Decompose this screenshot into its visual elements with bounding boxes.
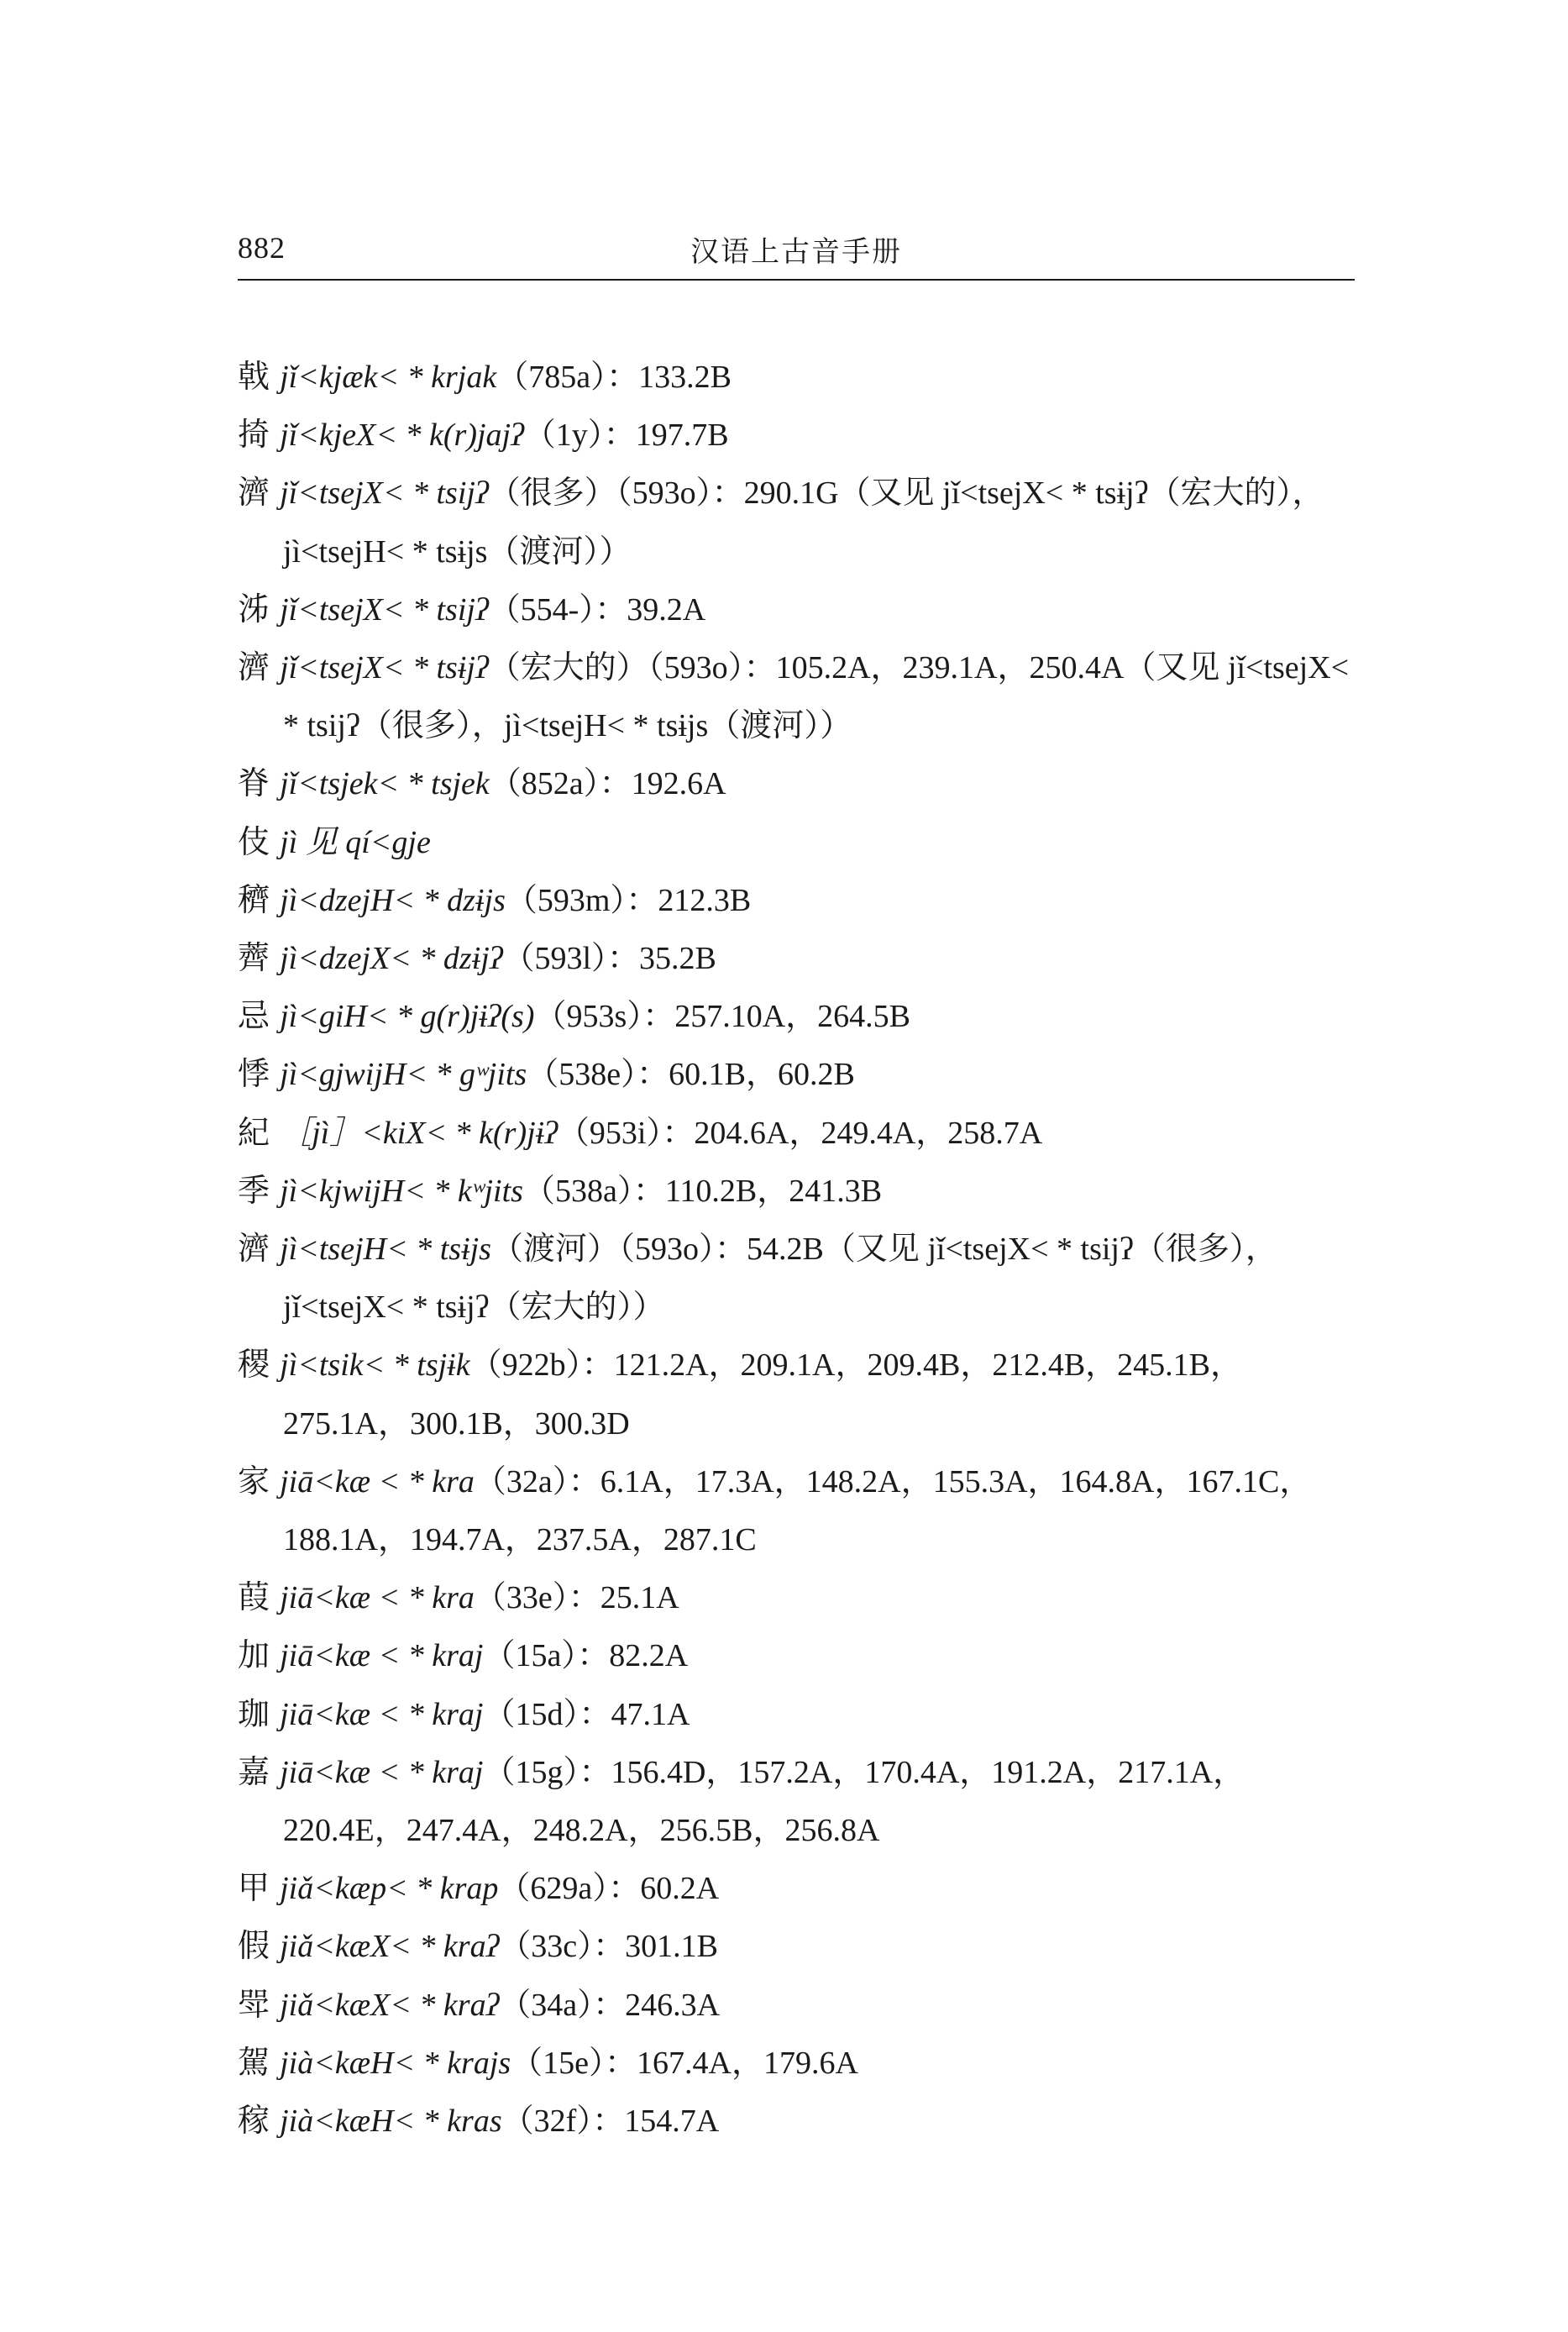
- list-item: [238, 1976, 1359, 2034]
- entry-reading: jiǎ<kæX< * kraʔ: [280, 1987, 500, 2023]
- entry-reading: jǐ<kjeX< * k(r)jajʔ: [280, 418, 524, 454]
- entry-character: 甲: [238, 1869, 270, 1907]
- entry-character: 加: [238, 1636, 270, 1674]
- entry-reading: jì<kjwijH< * kʷjits: [280, 1173, 523, 1209]
- entry-reading: jǐ<kjæk< * krjak: [280, 360, 497, 395]
- entry-reading: jì<dzejH< * dzɨjs: [280, 882, 506, 918]
- entry-character: 悸: [238, 1055, 270, 1093]
- list-item: [238, 1452, 1359, 1568]
- entry-character: 戟: [238, 358, 270, 395]
- entry-reference: （15d）：47.1A: [483, 1696, 690, 1732]
- entry-reading: jiā<kæ < * kraj: [280, 1638, 484, 1674]
- entry-character: 掎: [238, 416, 270, 454]
- entry-character: 脊: [238, 764, 270, 802]
- entry-reading: jǐ<tsejX< * tsɨjʔ: [280, 650, 489, 686]
- entry-character: 薺: [238, 939, 270, 977]
- list-item: [238, 1220, 1359, 1336]
- entry-reference: （33e）：25.1A: [474, 1580, 679, 1616]
- entry-reading: jià<kæH< * krajs: [280, 2045, 511, 2081]
- entry-character: 濟: [238, 1230, 270, 1268]
- entry-reading: jǐ<tsejX< * tsijʔ: [280, 475, 489, 512]
- list-item: [238, 1859, 1359, 1917]
- entry-reference: （宏大的）（593o）：105.2A，239.1A，250.4A（又见 jǐ<tsejX< * tsijʔ（很多），jì<tsejH< * tsɨjs（渡河））: [283, 650, 1350, 744]
- entry-list: [238, 348, 1359, 2150]
- list-item: [238, 871, 1359, 929]
- list-item: [238, 406, 1359, 464]
- entry-character: 嘉: [238, 1752, 270, 1790]
- entry-character: 季: [238, 1171, 270, 1209]
- running-title: 汉语上古音手册: [690, 235, 902, 269]
- entry-reading: jì<giH< * g(r)jɨʔ(s): [280, 999, 535, 1035]
- entry-reference: （34a）：246.3A: [499, 1987, 721, 2023]
- entry-character: 斝: [238, 1985, 270, 2023]
- entry-character: 紀: [238, 1113, 270, 1151]
- list-item: [238, 2092, 1359, 2150]
- entry-reference: （538e）：60.1B，60.2B: [527, 1057, 855, 1093]
- entry-character: 忌: [238, 997, 270, 1035]
- entry-reading: jǐ<tsejX< * tsijʔ: [280, 591, 489, 628]
- entry-reading: jì<dzejX< * dzɨjʔ: [280, 941, 503, 977]
- entry-reference: （渡河）（593o）：54.2B（又见 jǐ<tsejX< * tsijʔ（很多），jǐ<tsejX< * tsɨjʔ（宏大的））: [283, 1232, 1277, 1326]
- list-item: [238, 1045, 1359, 1103]
- list-item: [238, 1336, 1359, 1452]
- list-item: [238, 1104, 1359, 1162]
- entry-reference: （15g）：156.4D，157.2A，170.4A，191.2A，217.1A，220.4E，247.4A，248.2A，256.5B，256.8A: [283, 1754, 1245, 1849]
- entry-character: 穧: [238, 880, 270, 918]
- page-header: [238, 225, 1355, 281]
- list-item: [238, 1568, 1359, 1626]
- entry-reading: jǐ<tsjek< * tsjek: [280, 766, 490, 802]
- entry-character: 泲: [238, 590, 270, 628]
- entry-reference: （15a）：82.2A: [483, 1638, 689, 1674]
- list-item: [238, 1743, 1359, 1859]
- entry-reference: （785a）：133.2B: [496, 360, 732, 395]
- list-item: [238, 2034, 1359, 2092]
- entry-reading: jiǎ<kæp< * krap: [280, 1871, 499, 1907]
- list-item: [238, 464, 1359, 580]
- entry-character: 伎: [238, 822, 270, 860]
- entry-reading: jiā<kæ < * kraj: [280, 1754, 484, 1790]
- entry-character: 珈: [238, 1694, 270, 1732]
- entry-reference: （1y）：197.7B: [523, 418, 729, 454]
- list-item: [238, 813, 1359, 871]
- entry-reference: （很多）（593o）：290.1G（又见 jǐ<tsejX< * tsɨjʔ（宏大的），jì<tsejH< * tsɨjs（渡河））: [283, 475, 1324, 570]
- entry-reading: jiǎ<kæX< * kraʔ: [280, 1929, 500, 1965]
- entry-reference: （953i）：204.6A，249.4A，258.7A: [557, 1115, 1043, 1151]
- list-item: [238, 580, 1359, 638]
- entry-reference: （852a）：192.6A: [489, 766, 726, 802]
- entry-reference: （953s）：257.10A，264.5B: [534, 999, 911, 1035]
- entry-reference: （32a）：6.1A，17.3A，148.2A，155.3A，164.8A，167.1C，188.1A，194.7A，237.5A，287.1C: [283, 1463, 1312, 1558]
- entry-reading: jià<kæH< * kras: [280, 2104, 502, 2140]
- entry-reading: jì<tsejH< * tsɨjs: [280, 1232, 491, 1268]
- entry-character: 稼: [238, 2102, 270, 2140]
- entry-character: 濟: [238, 474, 270, 512]
- entry-character: 濟: [238, 649, 270, 686]
- entry-character: 假: [238, 1927, 270, 1965]
- entry-reference: （922b）：121.2A，209.1A，209.4B，212.4B，245.1B，275.1A，300.1B，300.3D: [283, 1347, 1243, 1442]
- list-item: [238, 638, 1359, 754]
- entry-reference: （629a）：60.2A: [498, 1871, 720, 1907]
- entry-reference: （538a）：110.2B，241.3B: [522, 1173, 883, 1209]
- entry-reading: jiā<kæ < * kraj: [280, 1696, 484, 1732]
- entry-character: 駕: [238, 2043, 270, 2081]
- list-item: [238, 929, 1359, 987]
- entry-reading: ［jì］<kiX< * k(r)jɨʔ: [280, 1115, 558, 1151]
- entry-reference: （32f）：154.7A: [501, 2104, 720, 2140]
- list-item: [238, 987, 1359, 1045]
- list-item: [238, 754, 1359, 812]
- entry-reference: （593l）：35.2B: [502, 941, 716, 977]
- entry-character: 家: [238, 1462, 270, 1500]
- entry-character: 稷: [238, 1346, 270, 1384]
- entry-reading: jì 见 qí<gje: [280, 824, 431, 860]
- page-number: 882: [238, 231, 286, 265]
- entry-reading: jiā<kæ < * kra: [280, 1463, 475, 1500]
- list-item: [238, 1162, 1359, 1220]
- list-item: [238, 1626, 1359, 1684]
- entry-reading: jì<gjwijH< * gʷjits: [280, 1057, 527, 1093]
- entry-reading: jì<tsik< * tsjɨk: [280, 1347, 470, 1384]
- list-item: [238, 348, 1359, 406]
- list-item: [238, 1685, 1359, 1743]
- entry-reference: （593m）：212.3B: [505, 882, 752, 918]
- entry-reading: jiā<kæ < * kra: [280, 1580, 475, 1616]
- entry-character: 葭: [238, 1578, 270, 1616]
- list-item: [238, 1917, 1359, 1975]
- entry-reference: （554-）：39.2A: [488, 591, 706, 628]
- entry-reference: （33c）：301.1B: [499, 1929, 718, 1965]
- entry-reference: （15e）：167.4A，179.6A: [511, 2045, 858, 2081]
